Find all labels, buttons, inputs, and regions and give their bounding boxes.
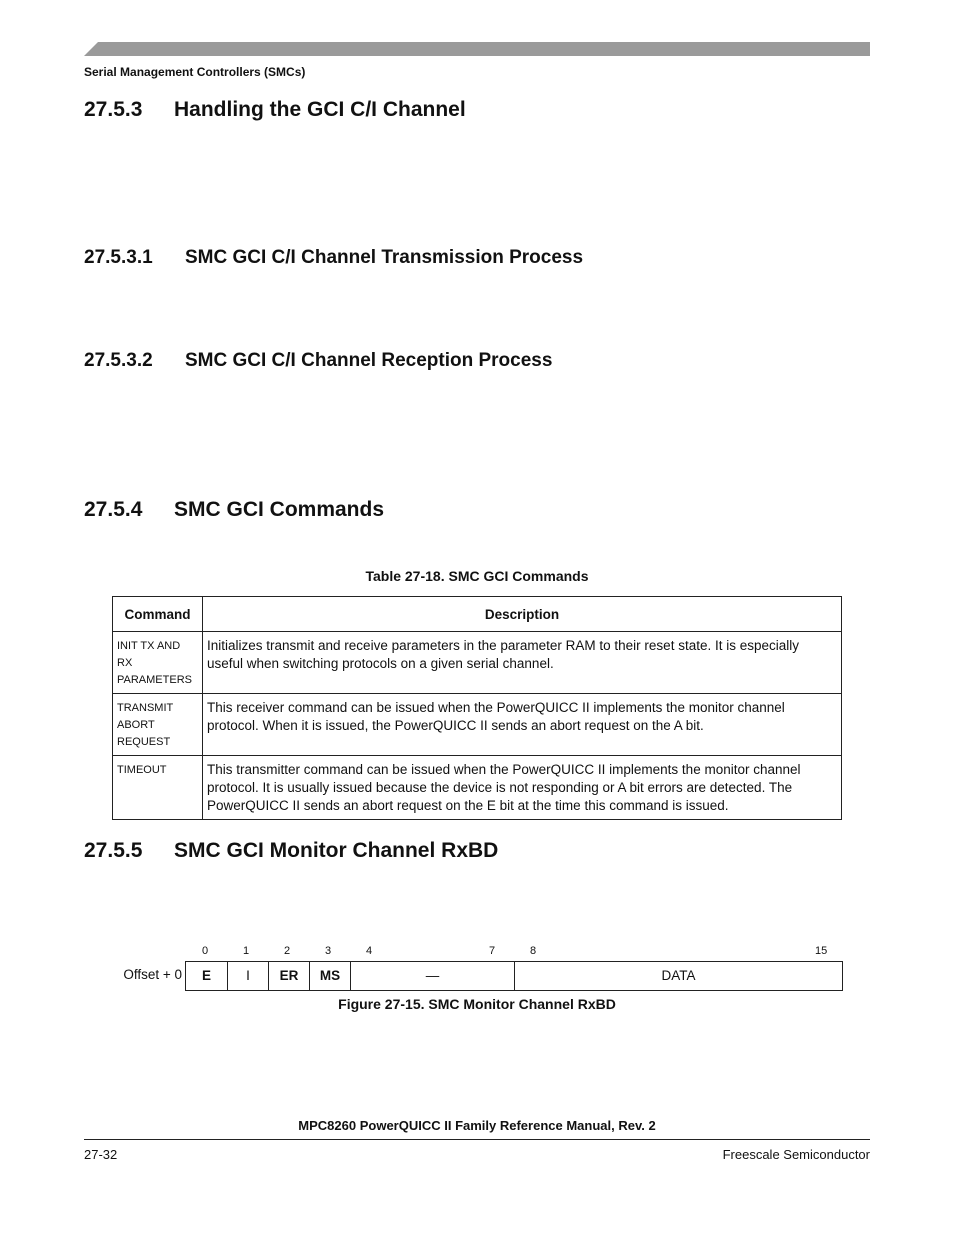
section-number: 27.5.3.2 bbox=[84, 350, 153, 371]
description-cell: This transmitter command can be issued when the PowerQUICC II implements the monitor channel protocol. It is usually issued because the device is not responding or A bit errors are detected. The PowerQUICC II sends an abort request on the E bit at the time this command is issued. bbox=[203, 756, 842, 820]
footer-manual-title: MPC8260 PowerQUICC II Family Reference Manual, Rev. 2 bbox=[298, 1118, 656, 1133]
command-line: INIT TX AND bbox=[117, 640, 181, 652]
section-title: SMC GCI C/I Channel Transmission Process bbox=[185, 247, 584, 268]
command-line: ABORT bbox=[117, 719, 155, 731]
bit-number-8: 8 bbox=[530, 945, 537, 957]
footer-divider bbox=[84, 1139, 870, 1140]
header-bar bbox=[84, 42, 870, 56]
command-line: PARAMETERS bbox=[117, 674, 192, 686]
field-reserved: — bbox=[350, 962, 514, 990]
field-i: I bbox=[227, 962, 268, 990]
table-row bbox=[113, 756, 842, 820]
table-caption: Table 27-18. SMC GCI Commands bbox=[365, 568, 589, 584]
field-er: ER bbox=[268, 962, 309, 990]
column-header-command: Command bbox=[113, 597, 203, 632]
figure-caption: Figure 27-15. SMC Monitor Channel RxBD bbox=[338, 996, 616, 1012]
command-line: REQUEST bbox=[117, 736, 171, 748]
section-title: SMC GCI Monitor Channel RxBD bbox=[174, 839, 499, 862]
description-cell: This receiver command can be issued when the PowerQUICC II implements the monitor channel protocol. When it is issued, the PowerQUICC II sends an abort request on the A bit. bbox=[203, 694, 842, 756]
table-row bbox=[113, 694, 842, 756]
field-data: DATA bbox=[514, 962, 842, 990]
running-header: Serial Management Controllers (SMCs) bbox=[84, 65, 306, 79]
page-number: 27-32 bbox=[84, 1147, 118, 1162]
section-heading-27-5-3-1 bbox=[84, 247, 583, 269]
bit-number-1: 1 bbox=[243, 945, 250, 957]
command-cell bbox=[113, 694, 203, 756]
bit-number-15: 15 bbox=[815, 945, 828, 957]
section-number: 27.5.3 bbox=[84, 98, 143, 121]
table-row bbox=[113, 632, 842, 694]
offset-label: Offset + 0 bbox=[123, 967, 182, 982]
bit-number-7: 7 bbox=[489, 945, 496, 957]
table-header-row bbox=[113, 597, 842, 632]
command-line: TRANSMIT bbox=[117, 702, 174, 714]
rxbd-register bbox=[185, 961, 843, 991]
command-cell bbox=[113, 632, 203, 694]
section-heading-27-5-3-2 bbox=[84, 350, 552, 372]
section-title: SMC GCI C/I Channel Reception Process bbox=[185, 350, 553, 371]
section-title: SMC GCI Commands bbox=[174, 498, 385, 521]
description-cell: Initializes transmit and receive parameters in the parameter RAM to their reset state. It is especially useful when switching protocols on a given serial channel. bbox=[203, 632, 842, 694]
section-heading-27-5-5 bbox=[84, 839, 498, 863]
command-line: RX bbox=[117, 657, 133, 669]
section-heading-27-5-4 bbox=[84, 498, 384, 522]
section-number: 27.5.4 bbox=[84, 498, 143, 521]
field-e: E bbox=[201, 968, 211, 983]
command-cell bbox=[113, 756, 203, 820]
section-title: Handling the GCI C/I Channel bbox=[174, 98, 466, 121]
bit-number-4: 4 bbox=[366, 945, 373, 957]
commands-table bbox=[112, 596, 842, 820]
section-number: 27.5.3.1 bbox=[84, 247, 153, 268]
section-heading-27-5-3 bbox=[84, 98, 466, 122]
publisher: Freescale Semiconductor bbox=[722, 1147, 870, 1162]
bit-number-3: 3 bbox=[325, 945, 332, 957]
command-line: TIMEOUT bbox=[117, 764, 167, 776]
column-header-description: Description bbox=[203, 597, 842, 632]
section-number: 27.5.5 bbox=[84, 839, 143, 862]
bit-number-0: 0 bbox=[202, 945, 209, 957]
bit-number-2: 2 bbox=[284, 945, 291, 957]
field-ms: MS bbox=[309, 962, 350, 990]
